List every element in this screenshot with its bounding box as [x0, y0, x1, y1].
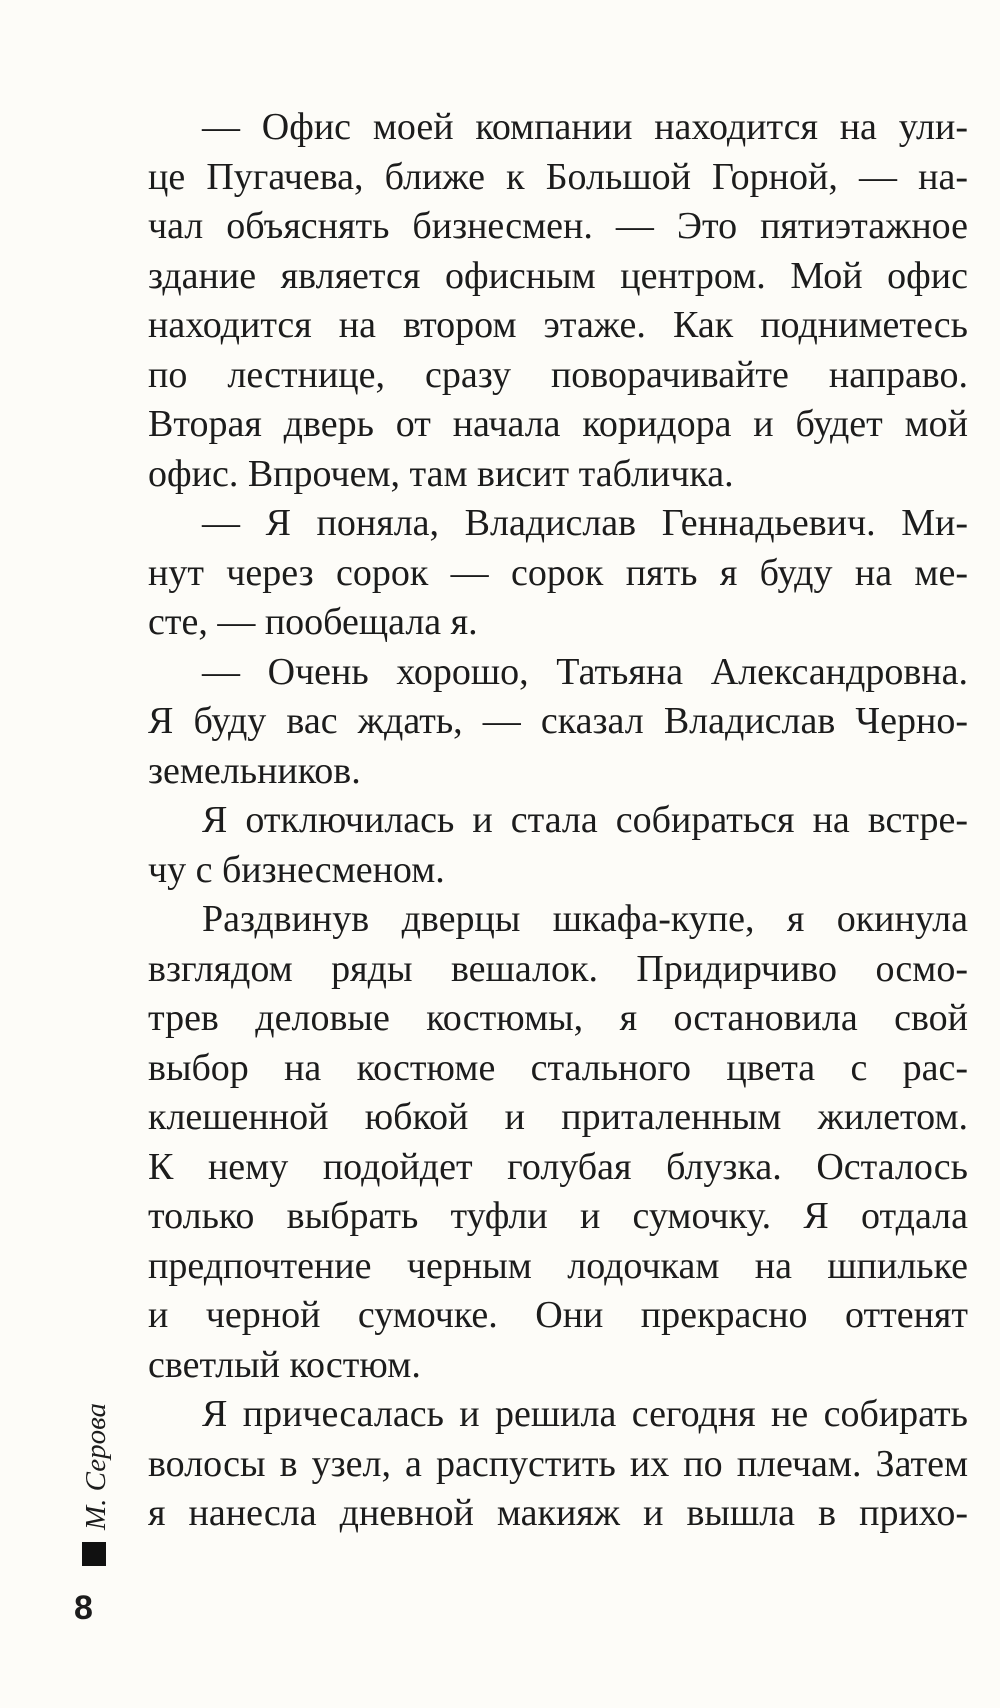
text-line: только выбрать туфли и сумочку. Я отдала [148, 1195, 968, 1237]
text-line: чал объяснять бизнесмен. — Это пятиэтажное [148, 205, 968, 247]
text-line: — Очень хорошо, Татьяна Александровна. [202, 650, 968, 693]
text-line: я нанесла дневной макияж и вышла в прихо- [148, 1492, 968, 1534]
text-line: светлый костюм. [148, 1343, 421, 1386]
text-line: Я причесалась и решила сегодня не собирать [202, 1393, 968, 1435]
text-line: офис. Впрочем, там висит табличка. [148, 452, 734, 495]
text-line: нут через сорок — сорок пять я буду на ме- [148, 551, 968, 594]
text-line: трев деловые костюмы, я остановила свой [148, 997, 968, 1039]
running-head [79, 1380, 113, 1530]
text-line: и черной сумочке. Они прекрасно оттенят [148, 1294, 968, 1336]
text-line: Раздвинув дверцы шкафа-купе, я окинула [202, 898, 968, 940]
text-line: К нему подойдет голубая блузка. Осталось [148, 1145, 968, 1188]
text-line: клешенной юбкой и приталенным жилетом. [148, 1096, 968, 1138]
text-line: Я отключилась и стала собираться на встре- [202, 799, 968, 841]
text-line: взглядом ряды вешалок. Придирчиво осмо- [148, 947, 968, 990]
text-line: Вторая дверь от начала коридора и будет мой [148, 403, 968, 445]
text-line: це Пугачева, ближе к Большой Горной, — на- [148, 155, 968, 198]
text-line: здание является офисным центром. Мой офис [148, 254, 968, 297]
page-number: 8 [74, 1589, 93, 1627]
text-line: выбор на костюме стального цвета с рас- [148, 1046, 968, 1089]
text-line: предпочтение черным лодочкам на шпильке [148, 1244, 968, 1287]
text-line: волосы в узел, а распустить их по плечам. Затем [148, 1442, 968, 1485]
body-text [148, 103, 968, 1539]
square-marker-icon [82, 1542, 106, 1566]
text-line: чу с бизнесменом. [148, 848, 445, 891]
text-line: находится на втором этаже. Как подниметесь [148, 304, 968, 346]
text-line: сте, — пообещала я. [148, 601, 478, 643]
text-line: — Офис моей компании находится на ули- [202, 106, 968, 148]
text-line: по лестнице, сразу поворачивайте направо. [148, 353, 968, 396]
text-line: — Я поняла, Владислав Геннадьевич. Ми- [202, 502, 968, 544]
text-line: Я буду вас ждать, — сказал Владислав Черно- [148, 700, 968, 742]
text-line: земельников. [148, 749, 361, 792]
author-name: М. Серова [80, 1403, 112, 1530]
